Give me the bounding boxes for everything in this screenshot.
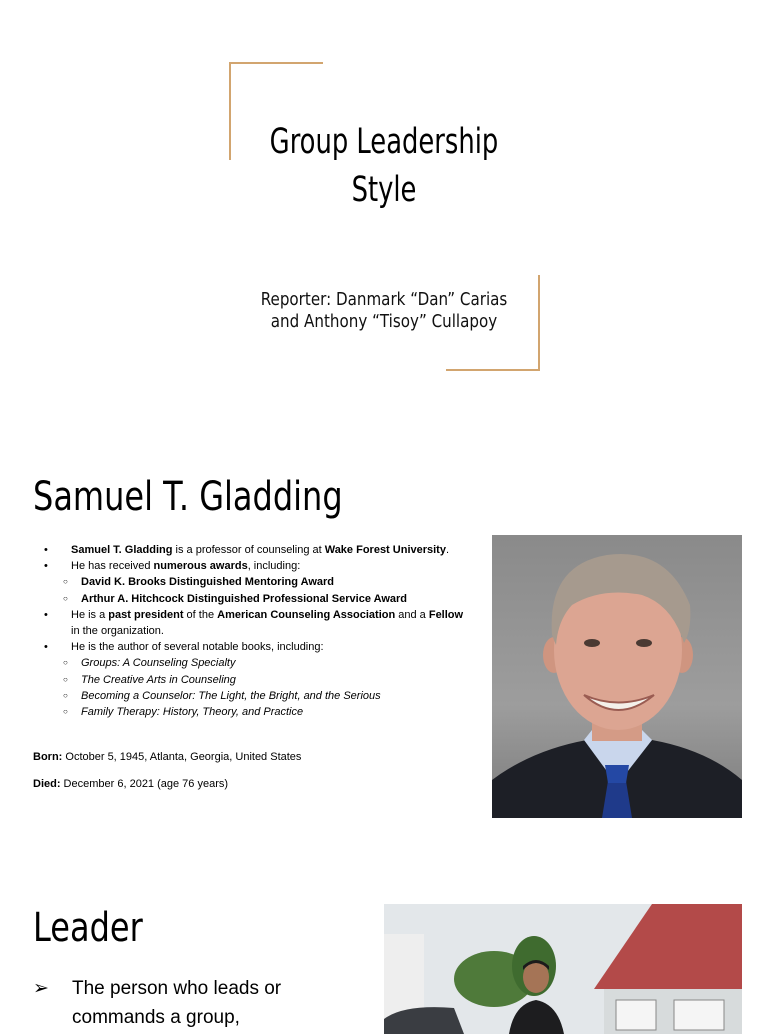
portrait-illustration [492,535,742,818]
award-item [44,574,474,590]
gladding-slide [0,440,768,832]
born-line [33,750,301,764]
bold-text: Wake Forest University [324,544,446,556]
slide-heading-gladding: Samuel T. Gladding [33,474,343,520]
title-slide [0,0,768,432]
born-label: Born: [33,751,63,763]
bold-text: past president [108,608,184,621]
text: He is a [71,608,109,621]
book-item: ○ Groups: A Counseling Specialty [44,655,474,671]
reporter-line-2: and Anthony “Tisoy” Cullapoy [270,311,498,332]
text: is a professor of counseling at [172,544,325,556]
leader-slide [0,840,768,1028]
street-scene-illustration [384,904,742,1034]
born-value: October 5, 1945, Atlanta, Georgia, United States [62,751,302,763]
text: of the [183,608,218,621]
text: and a [395,608,429,621]
text: He has received [71,560,154,573]
reporter-line-1: Reporter: Danmark “Dan” Carias [260,289,508,310]
book-item: ○ Family Therapy: History, Theory, and Practice [44,704,474,720]
award-item [44,591,474,607]
text: , including: [247,560,301,573]
bold-text: David K. Brooks Distinguished Mentoring Award [81,576,335,589]
leader-photo [384,904,742,1034]
bullet-awards [44,558,474,574]
bullet-professor [44,542,474,558]
bio-bullet-list [44,542,474,720]
presentation-title: Group Leadership Style [269,122,499,210]
slide-heading-leader: Leader [33,905,143,951]
portrait-photo [492,535,742,818]
bullet-author: • He is the author of several notable books, including: [44,639,474,655]
bold-text: Samuel T. Gladding [71,544,173,556]
leader-definition-item [33,974,363,1032]
arrowhead-bullet-icon: ➢ [33,978,49,999]
bold-text: numerous awards [153,560,248,573]
bold-text: American Counseling Association [217,608,396,621]
bold-text: Arthur A. Hitchcock Distinguished Professional Service Award [81,592,408,605]
bullet-president [44,607,474,639]
died-value: December 6, 2021 (age 76 years) [60,778,229,790]
bold-text: Fellow [428,608,464,621]
book-item: ○ The Creative Arts in Counseling [44,672,474,688]
book-item: ○ Becoming a Counselor: The Light, the Bright, and the Serious [44,688,474,704]
leader-definition-text: The person who leads or commands a group, [72,978,282,1028]
text: in the organization. [71,625,164,638]
died-line [33,777,228,791]
text: . [445,544,450,556]
died-label: Died: [33,778,61,790]
reporter-subtitle [258,289,510,333]
